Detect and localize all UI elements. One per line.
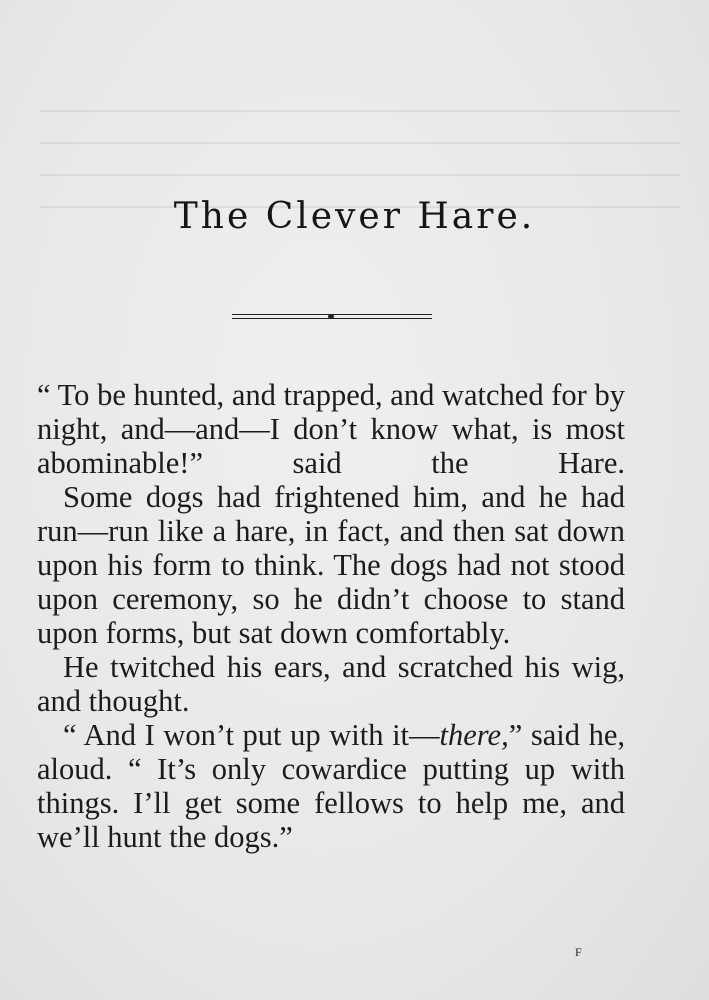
paragraph-4-start: “ And I won’t put up with it— <box>63 718 440 752</box>
paragraph-4 <box>37 718 625 854</box>
paragraph-3: He twitched his ears, and scratched his wig, and thought. <box>37 650 625 718</box>
signature-mark: F <box>575 945 582 959</box>
paragraph-4-end: ” said he, aloud. “ It’s only cowardice putting up with things. I’ll get some fellows to help me, and we’ll hunt the dogs.” <box>37 718 625 854</box>
body-text <box>37 378 625 854</box>
page-title: The Clever Hare. <box>173 196 536 237</box>
paragraph-1: “ To be hunted, and trapped, and watched for by night, and—and—I don’t know what, is most abominable!” said the Hare. <box>37 378 625 480</box>
title-ornament-rule <box>232 314 432 320</box>
paragraph-2: Some dogs had frightened him, and he had run—run like a hare, in fact, and then sat down upon his form to think. The dogs had not stood upon ceremony, so he didn’t choose to stand upon forms, but sat down comfortably. <box>37 480 625 650</box>
emphasis-there: there, <box>439 718 509 752</box>
